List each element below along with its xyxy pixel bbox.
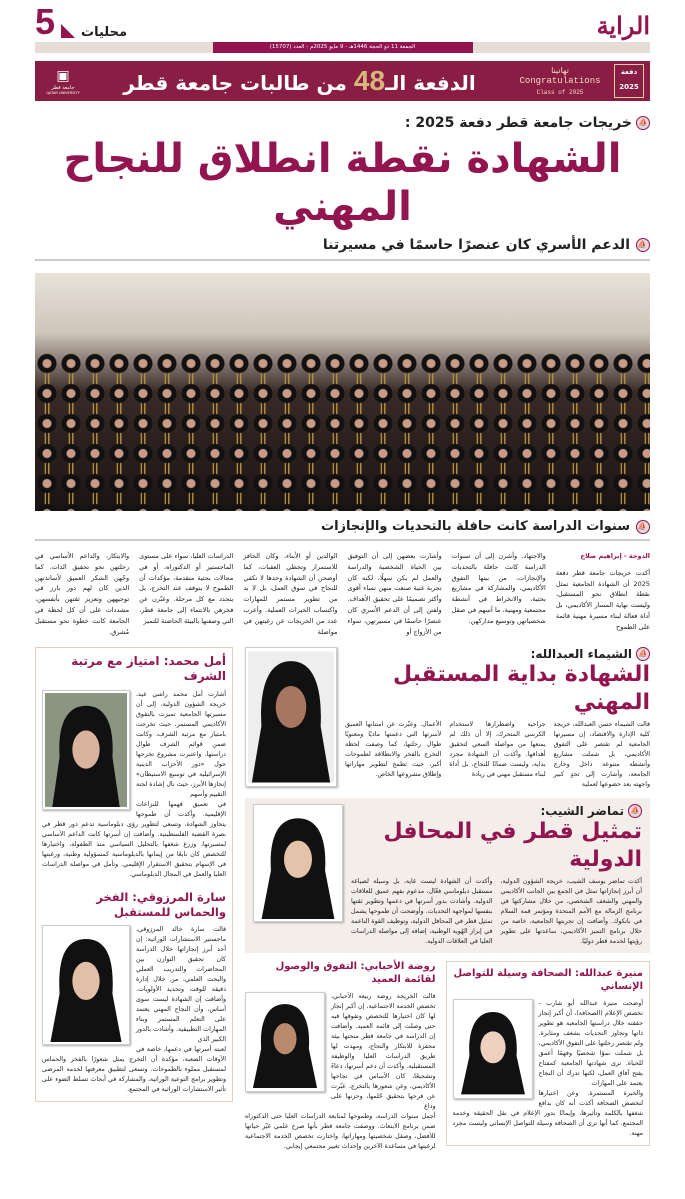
dhow-icon: ⛵ [636, 116, 650, 130]
shaimaa-headline: الشهادة بداية المستقبل المهني [392, 662, 650, 715]
munira-box [446, 961, 651, 1146]
amal-text-side: أشارت أمل محمد راشي عيد، خريجة الشؤون الدولية، إلى أن مسيرتها الجامعية تميزت بالتفوق الأكاديمي المستمر، حيث تخرجت بامتياز مع مرتبة الشرف، وكانت ضمن قوائم الشرف طوال دراستها. واعتبرت مشروع تخرجها حول «دور الأحزاب الدينية الإسرائيلية في توسيع الاستيطان» إنجازها الأبرز، حيث نال إشادة لجنة التقييم وأسهم [136, 691, 226, 799]
shaimaa-portrait [245, 647, 337, 787]
profiles-section [35, 647, 650, 1152]
spacer [42, 880, 226, 890]
shaimaa-columns [345, 720, 650, 790]
date-bar-background [35, 42, 650, 53]
amal-text: في تعميق فهمها للنزاعات الإقليمية. وأكدت أن طموحها يتجاوز الشهادة، وتسعى لتطوير رؤى دبلوماسية تدعم دور قطر في نصرة القضية الفلسطينية. وأضافت إن أسرتها كانت الداعم الأساسي لمسيرتها، وزرع شغفها بالتحليل السياسي منذ الطفولة، واختيارها للتخصص كان نابعًا من إيمانها بالدبلوماسية كمسؤولية وطنية، ورغبتها في الإسهام بتحقيق الاستقرار الإقليمي. وتأمل في مواصلة الدراسات العليا والعمل في المجال الدبلوماسي. [42, 801, 226, 879]
dhow-icon: ⛵ [636, 238, 650, 252]
portrait-image [248, 650, 334, 784]
banner-text-before: الدفعة الـ [385, 71, 476, 95]
dhow-icon: ⛵ [636, 520, 650, 534]
portrait-image [248, 995, 322, 1089]
subheadline [35, 237, 650, 261]
article-column: وأشارت بعضهن إلى أن التوفيق بين الحياة الشخصية والدراسة والعمل لم يكن سهلًا، لكنه كان تجربة غنية صنعت منهن نساء أقوى وأكثر تصميمًا على تحقيق الأهداف. ولفتن إلى أن الدعم الأسري كان عنصرًا حاسمًا في مسيرتهن، سواء من الأزواج أو [347, 552, 442, 636]
rawda-text-side: قالت الخريجة روضة ربيعة الأحبابي، تخصص الخدمة الاجتماعية، إن أكبر إنجاز لها كان اختيارها للتخصص وتفوقها فيه حتى وصلت إلى قائمة العميد. وأضافت إن الدراسة في جامعة قطر منحتها بيئة محفزة للابتكار والنجاح، ومهدت لها طريق الدراسات العليا والوظيفة المستقبلية. وأكدت أن دعم أسرتها، دعاءً وتشجيعًا، كان الأساس في نجاحها الأكاديمي، وعن شعورها بالتخرج، عبّرت عن فرحها بتحقيق حُلمها، وحزنها على وداع [331, 993, 436, 1111]
university-name-en: QATAR UNIVERSITY [46, 91, 80, 95]
masthead [35, 1, 650, 42]
congrats-ar: تهانينا [551, 65, 569, 75]
graduates-group-photo [35, 273, 650, 511]
page [0, 1, 685, 1172]
sara-portrait [42, 925, 130, 1045]
graduation-banner [35, 61, 650, 101]
tamader-portrait [253, 804, 343, 922]
amal-headline: أمل محمد: امتياز مع مرتبة الشرف [71, 654, 226, 684]
rawda-text: أجمل سنوات الدراسة، وطموحها لمتابعة الدراسات العليا حتى الدكتوراه ضمن برنامج الابتعاث. ووصفت جامعة قطر بأنها صرح علمي غيّر حياتها للأفضل، وصقل شخصيتها ومهاراتها، واختارت تخصص الخدمة الاجتماعية لرغبتها في مساعدة الآخرين وإحداث تغيير مجتمعي إيجابي. [245, 1113, 436, 1151]
shaimaa-column: الأعمال. وعبّرت عن امتنانها العميق لأسرتها التي دعمتها ماديًا ومعنويًا طوال رحلتها، كما وصفت لحظة التخرج بالفخر والانطلاقة لطموحات أكبر، حيث تطمح لتطوير مهاراتها وإطلاق مشروعها الخاص. [345, 721, 442, 779]
university-emblem-icon: ▣ [56, 68, 70, 84]
class-of: Class of 2025 [536, 88, 584, 96]
portrait-image [256, 807, 340, 919]
congrats-en: Congratulations [519, 75, 601, 86]
rawda-profile [245, 961, 436, 1152]
munira-headline: منيرة عبدالله: الصحافة وسيلة للتواصل الإنساني [453, 968, 643, 992]
banner-text-after: من طالبات جامعة قطر [123, 71, 347, 95]
rawda-portrait [245, 992, 325, 1092]
shaimaa-column: قالت الشيماء حسن العبدالله، خريجة كلية الإدارة والاقتصاد، إن مسيرتها الجامعية لم تقتصر على التفوق الأكاديمي، بل شملت مشاريع وأنشطة متنوعة داخل وخارج الجامعة، وأشارت إلى تحدٍ كبير واجهته بعد خضوعها لعملية [553, 721, 650, 789]
tamader-box [245, 798, 650, 953]
section-heading-text: سنوات الدراسة كانت حافلة بالتحديات والإنجازات [321, 519, 630, 534]
munira-text: والخبرة المستمرة. وعن اختيارها لتخصص الصحافة أكدت أنه كان بدافع شغفها بالكلمة وتأثيرها، وإيمانًا بدور الإعلام في نقل الحقيقة وخدمة المجتمع. كما أنها ترى أن الصحافة وسيلة للتواصل الإنساني وليست مجرد مهنة. [452, 1090, 643, 1138]
section-name: محليات [81, 25, 128, 40]
tamader-column: وأكدت أن الشهادة ليست غاية، بل وسيلة لصياغة مستقبل دبلوماسي فعّال، مدعوم بفهم عميق للعلاقات الدولية. وأشادت بدور أسرتها في دعمها وتطوير ثقتها بنفسها لمواجهة التحديات. وأوضحت أن طموحها يشمل تمثيل قطر في المحافل الدولية، وتوظيف القوة الناعمة في إبراز الهُوية الوطنية، إضافة إلى مواصلة الدراسات العليا في العلاقات الدولية. [351, 878, 493, 946]
subheadline-text: الدعم الأسري كان عنصرًا حاسمًا في مسيرتنا [322, 237, 630, 253]
newspaper-logo: الراية [596, 11, 650, 40]
banner-title [93, 65, 506, 97]
sara-text-side: قالت سارة خالد المرزوقي، ماجستير الاستشارات الوراثية: إن أحد أبرز إنجازاتها خلال الدراسة كان تحقيق التوازن بين المحاضرات والتدريب العملي والبحث العلمي، من خلال إدارة دقيقة للوقت وتحديد الأولويات. وأضافت إن الشهادة ليست سوى أساس، وأن النجاح المهني يعتمد على التعلم المستمر وبناء المهارات التطبيقية. وأشادت بالدور الكبير الذي [136, 926, 226, 1044]
sara-text: لعبته أسرتها في دعمها، خاصة في الأوقات الصعبة، مؤكدة أن التخرج يمثل شعورًا بالفخر والحماس لمستقبل مملوء بالطموحات. وتسعى لتطبيق معرفتها لخدمة المرضى وتطوير برامج التوعية الوراثية، والمشاركة في أبحاث تسلط الضوء على تأثير الاستشارات الوراثية في المجتمع. [42, 1046, 226, 1094]
left-profiles-box [35, 647, 233, 1102]
section-heading [35, 519, 650, 541]
shaimaa-content [345, 647, 650, 790]
shaimaa-column: جراحية واضطرارها لاستخدام الكرسي المتحرك، إلا أن ذلك لم يمنعها من مواصلة السعي لتحقيق أهدافها. وأكدت أن الشهادة مجرد بداية، وليست ضمانًا للنجاح، بل أداة لبناء مستقبل مهني في ريادة [449, 721, 546, 779]
page-number: 5 [35, 1, 56, 42]
portrait-image [456, 1002, 530, 1096]
byline: الدوحة - إبراهيم صلاح [580, 552, 650, 560]
munira-text-side: أوضحت منيرة عبدالله أبو شارب - تخصص الإعلام (الصحافة)، أن أكبر إنجاز حققته خلال دراستها الجامعية هو تطوير ذاتها وتجاوز التحديات بشغف ومثابرة. ولم تقتصر رحلتها على التفوق الأكاديمي، بل شملت نموًا شخصيًا وفهمًا أعمق للحياة. ترى شهادتها الجامعية كمفتاح يفتح آفاق العمل، لكنها تدرك أن النجاح يعتمد على المهارات [538, 1000, 643, 1088]
dhow-icon: ⛵ [636, 647, 650, 661]
article-column: الدراسات العليا، سواء على مستوى الماجستير أو الدكتوراه، أو في مجالات بحثية متقدمة، مؤكدات أن الطموح لا يتوقف عند التخرج، بل يتجدد مع كل مرحلة. وعبّرن عن فخرهن بالانتماء إلى جامعة قطر، التي وصفنها بالبيئة الحاضنة للتميز [139, 552, 234, 625]
class-year-badge: دفعة 2025 [614, 64, 644, 98]
banner-number: 48 [353, 65, 386, 96]
section-marker-icon [61, 24, 75, 38]
shaimaa-profile [245, 647, 650, 790]
page-marker [35, 1, 128, 42]
article-column: الوالدين أو الأبناء، وكان الحافز للاستمرار وتخطي العقبات، كما أوضحن أن الشهادة وحدها لا تكفي للنجاح في سوق العمل، بل لا بد من تطوير مستمر للمهارات واكتساب الخبرات العملية. وأعرب عدد من الخريجات عن رغبتهن في مواصلة [243, 552, 338, 636]
column-text: أكدت خريجات جامعة قطر دفعة 2025 أن الشهادة الجامعية تمثل نقطة انطلاق نحو المستقبل، وليست نهاية المسار الأكاديمي، بل أداة فعالة لبناء مسيرة مهنية قائمة على الطموح [555, 568, 650, 631]
amal-portrait [42, 690, 130, 810]
tamader-content [351, 804, 642, 947]
right-profiles [245, 647, 650, 1152]
sara-headline: سارة المرزوقي: الفخر والحماس للمستقبل [96, 890, 226, 919]
tamader-columns [351, 877, 642, 947]
tamader-column: أكدت تماضر يوسف الشيب، خريجة الشؤون الدولية، أن أبرز إنجازاتها تمثل في الجمع بين الجانب الأكاديمي والمهني والشغف الشخصي، من خلال مشاركتها في برنامج الزمالة مع الأمم المتحدة ومؤتمر قمة السلام في بانكوك. وأضافت إن تجربتها الجامعية، خاصة من خلال برنامج التميز الأكاديمي، ساعدتها على تطوير رؤيتها لخدمة قطر دوليًا. [500, 878, 642, 946]
munira-portrait [453, 999, 533, 1099]
bottom-margin [35, 1152, 650, 1172]
portrait-image [45, 693, 127, 807]
congratulations-block [514, 65, 606, 98]
shaimaa-name-text: الشيماء العبدالله: [530, 647, 632, 662]
rawda-headline: روضة الأحبابي: التفوق والوصول لقائمة العميد [275, 961, 436, 985]
portrait-image [45, 928, 127, 1042]
article-column: والاجتهاد. وأشرن إلى أن سنوات الدراسة كانت حافلة بالتحديات والإنجازات، من بينها التفوق الأكاديمي، والمشاركة في مشاريع بحثية، والانخراط في أنشطة مجتمعية ومهنية، ما أسهم في صقل شخصياتهن وتوسيع مداركهن. [451, 552, 546, 625]
shaimaa-name [345, 647, 650, 661]
tamader-name-text: تماضر الشيب: [540, 804, 624, 819]
graduates-crowd [35, 353, 650, 511]
tamader-name [351, 804, 642, 818]
dateline: الجمعة 11 ذو الحجة 1446هـ - 9 مايو 2025م - العدد (15707) [213, 42, 473, 53]
article-column: والابتكار، والداعم الأساسي في رحلتهن نحو تحقيق الذات. كما وجّهن الشكر العميق لأساتذتهن الذين كان لهم دور بارز في توجيههن وتعزيز ثقتهن بأنفسهن، مشددات على أن كل لحظة في الجامعة كانت خطوة نحو مستقبل مُشرق. [34, 552, 130, 636]
bottom-profiles [245, 961, 650, 1152]
qatar-university-logo [41, 67, 85, 95]
dhow-icon: ⛵ [628, 804, 642, 818]
university-name-ar: جامعة قطر [51, 85, 75, 91]
article-body [35, 551, 650, 637]
main-headline: الشهادة نقطة انطلاق للنجاح المهني [63, 136, 622, 230]
kicker [35, 115, 650, 131]
kicker-text: خريجات جامعة قطر دفعة 2025 : [404, 115, 632, 131]
tamader-headline: تمثيل قطر في المحافل الدولية [383, 819, 642, 872]
article-column [556, 551, 650, 637]
